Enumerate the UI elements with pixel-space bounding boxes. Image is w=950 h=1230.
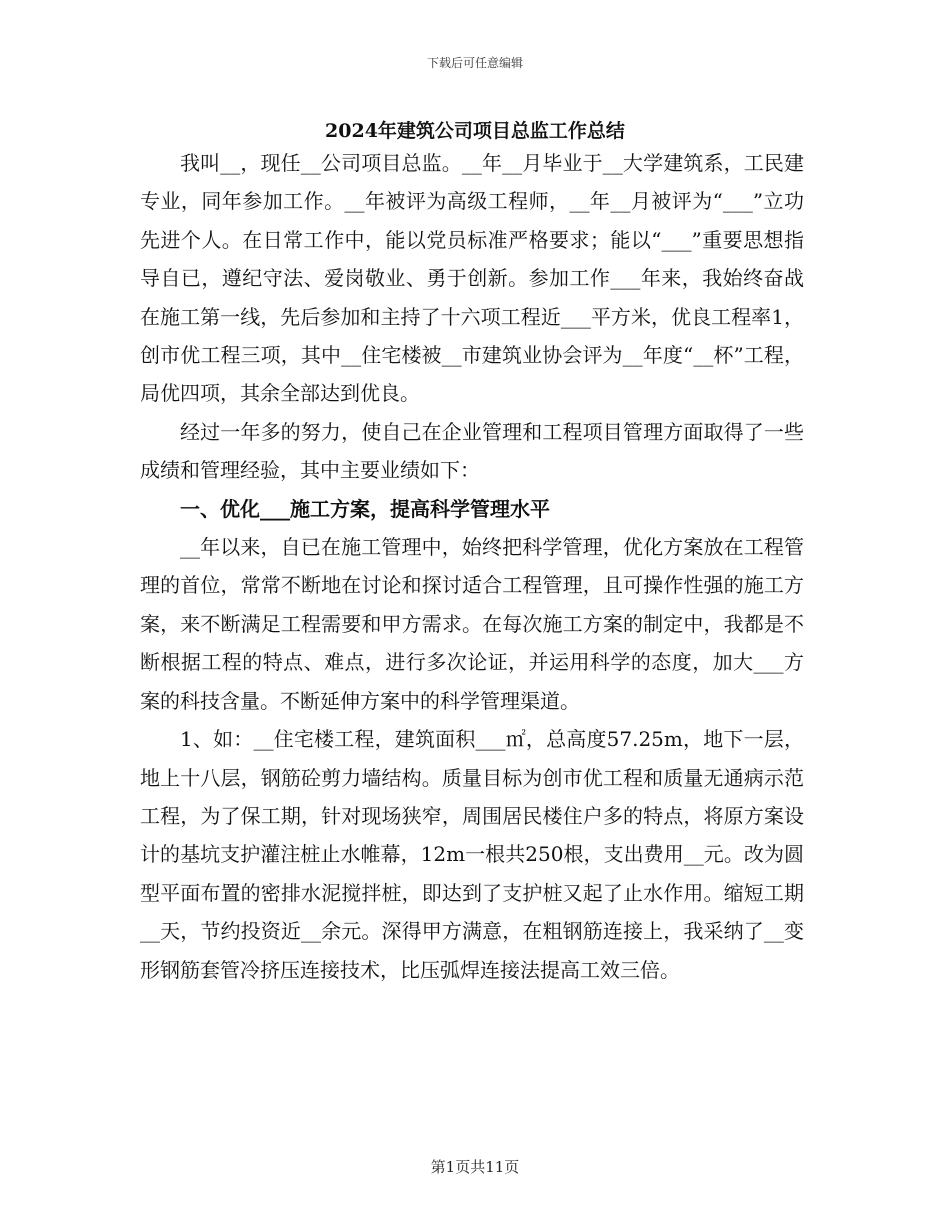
paragraph-section-1: __年以来，自已在施工管理中，始终把科学管理，优化方案放在工程管理的首位，常常不断地在讨论和探讨适合工程管理，且可操作性强的施工方案，来不断满足工程需要和甲方需求。在每次施工方案的制定中，我都是不断根据工程的特点、难点，进行多次论证，并运用科学的态度，加大___方案的科技含量。不断延伸方案中的科学管理渠道。 — [140, 535, 804, 713]
header-note: 下载后可任意编辑 — [426, 56, 523, 70]
paragraph-section-2: 1、如：__住宅楼工程，建筑面积___㎡，总高度57.25m，地下一层，地上十八层，钢筋砼剪力墙结构。质量目标为创市优工程和质量无通病示范工程，为了保工期，针对现场狭窄，周围居民楼住户多的特点，将原方案设计的基坑支护灌注桩止水帷幕，12m一根共250根，支出费用__元。改为圆型平面布置的密排水泥搅拌桩，即达到了支护桩又起了止水作用。缩短工期__天，节约投资近__余元。深得甲方满意，在粗钢筋连接上，我采纳了__变形钢筋套管冷挤压连接技术，比压弧焊连接法提高工效三倍。 — [140, 727, 804, 982]
document-title: 2024年建筑公司项目总监工作总结 — [325, 120, 625, 142]
document-body — [140, 144, 804, 989]
paragraph-summary: 经过一年多的努力，使自己在企业管理和工程项目管理方面取得了一些成绩和管理经验，其中主要业绩如下： — [140, 419, 804, 483]
page-footer: 第1页共11页 — [430, 1158, 520, 1176]
section-heading: 一、优化___施工方案，提高科学管理水平 — [180, 496, 550, 521]
paragraph-intro: 我叫__，现任__公司项目总监。__年__月毕业于__大学建筑系，工民建专业，同年参加工作。__年被评为高级工程师，__年__月被评为“___”立功先进个人。在日常工作中，能以党员标准严格要求；能以“___”重要思想指导自已，遵纪守法、爱岗敬业、勇于创新。参加工作___年来，我始终奋战在施工第一线，先后参加和主持了十六项工程近___平方米，优良工程率1，创市优工程三项，其中__住宅楼被__市建筑业协会评为__年度“__杯”工程，局优四项，其余全部达到优良。 — [140, 151, 804, 406]
